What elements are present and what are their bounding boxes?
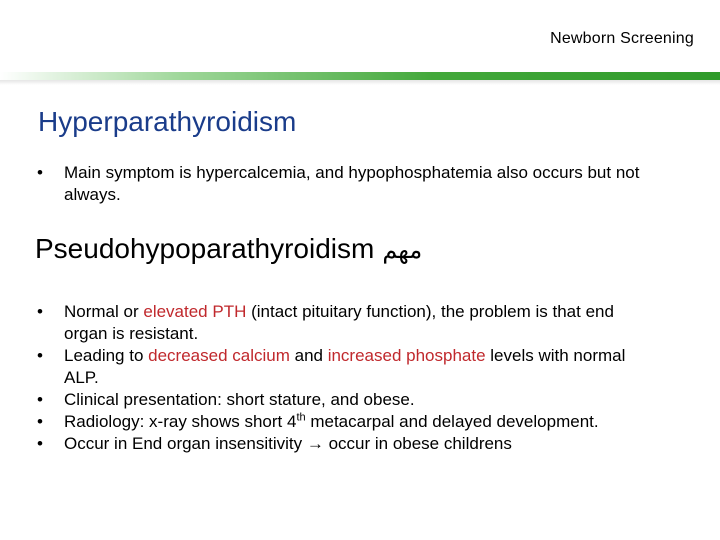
highlight-text: increased phosphate: [327, 346, 486, 365]
list-item: • Leading to decreased calcium and increased phosphate levels with normal ALP.: [30, 345, 660, 389]
highlight-text: decreased calcium: [148, 346, 290, 365]
section-heading-hyperparathyroidism: Hyperparathyroidism: [38, 106, 297, 137]
bullet-marker: •: [37, 412, 43, 431]
pseudo-bullet-list: [30, 301, 660, 455]
heading-note: مهم: [382, 236, 423, 264]
header-divider: [0, 72, 720, 80]
bullet-marker: •: [37, 390, 43, 409]
hyper-bullet-list: [30, 162, 660, 206]
list-item: • Occur in End organ insensitivity → occur in obese childrens: [30, 433, 660, 455]
bullet-marker: •: [37, 163, 43, 182]
section-heading-pseudohypoparathyroidism: [35, 233, 422, 265]
arrow-icon: →: [306, 434, 324, 453]
bullet-marker: •: [37, 302, 43, 321]
list-item: • Normal or elevated PTH (intact pituitary function), the problem is that end organ is resistant.: [30, 301, 660, 345]
list-item: • Clinical presentation: short stature, and obese.: [30, 389, 660, 411]
list-item: • Radiology: x-ray shows short 4th metacarpal and delayed development.: [30, 411, 660, 433]
header-title: Newborn Screening: [550, 30, 694, 47]
header-divider-shadow: [0, 80, 720, 85]
heading-text: Pseudohypoparathyroidism: [35, 233, 375, 264]
list-item: • Main symptom is hypercalcemia, and hypophosphatemia also occurs but not always.: [30, 162, 660, 206]
bullet-marker: •: [37, 434, 43, 453]
bullet-marker: •: [37, 346, 43, 365]
highlight-text: elevated PTH: [143, 302, 247, 321]
